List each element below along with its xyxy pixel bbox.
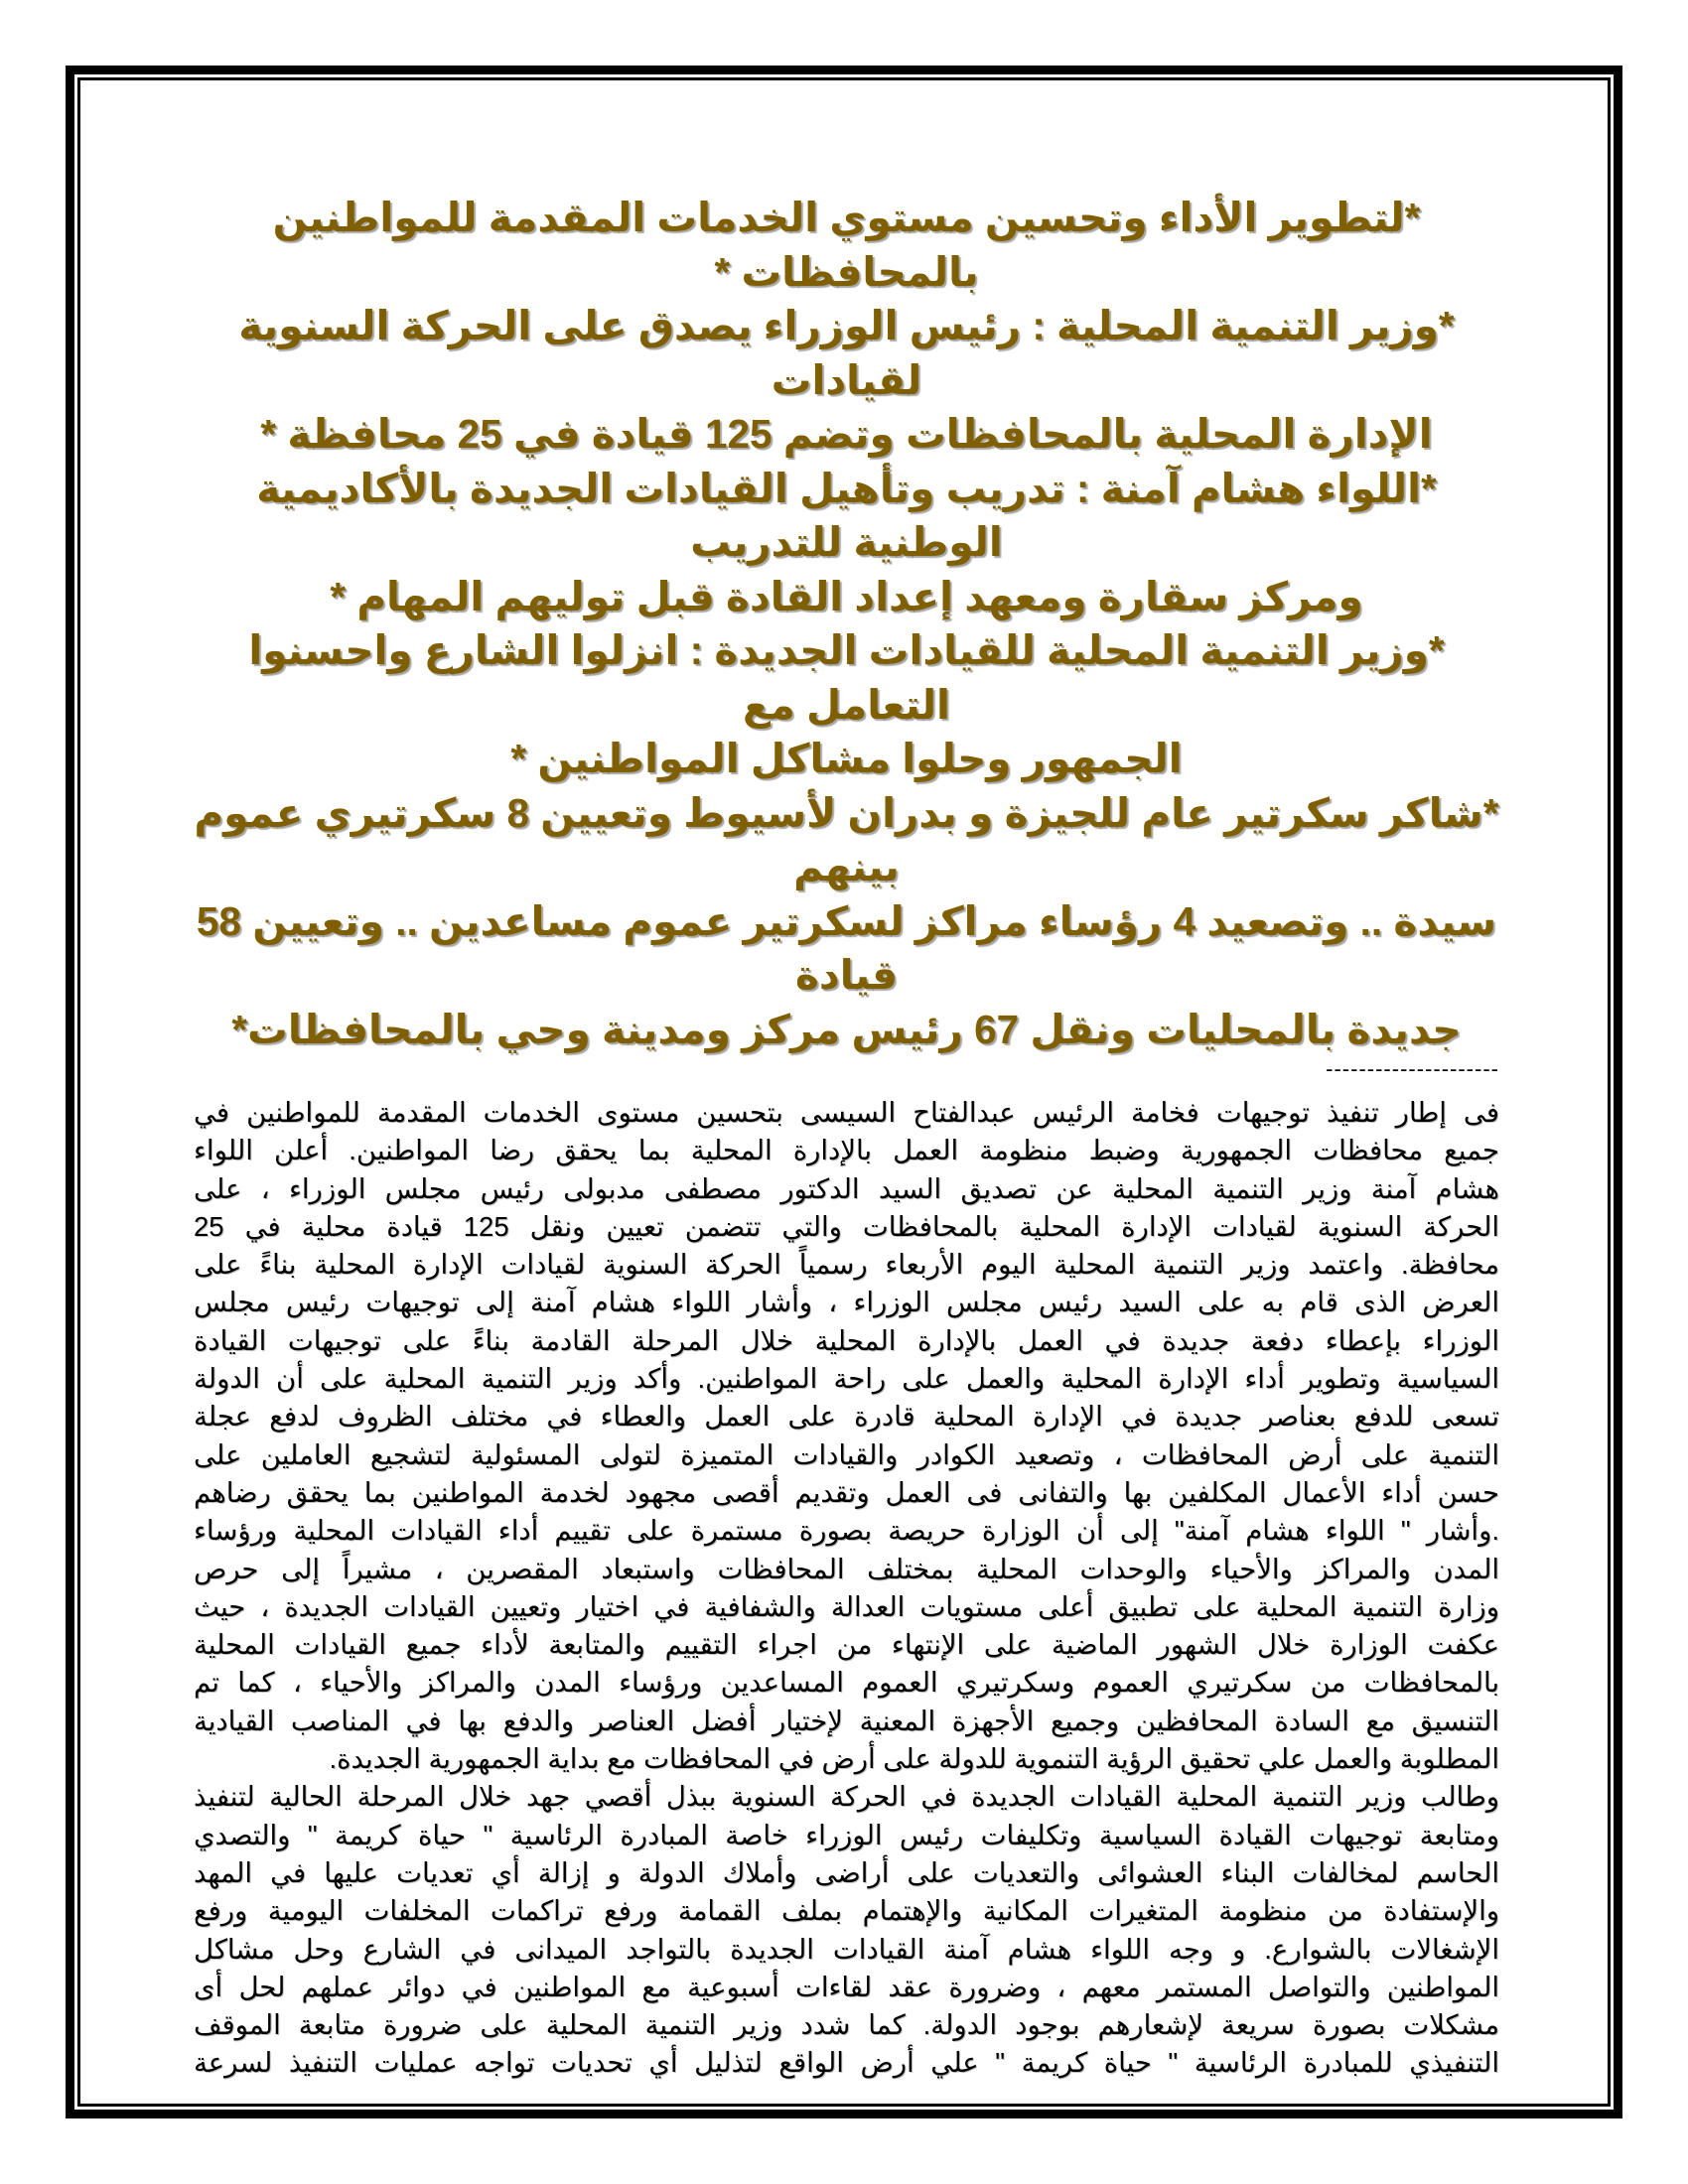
headline-line: جديدة بالمحليات ونقل 67 رئيس مركز ومدينة وحي بالمحافظات* [231, 1006, 1462, 1052]
body-line: عكفت الوزارة خلال الشهور الماضية على الإنتهاء من اجراء التقييم والمتابعة لأداء جميع القيادات المحلية [194, 1629, 1499, 1661]
headline-line: ومركز سقارة ومعهد إعداد القادة قبل توليهم المهام * [330, 573, 1363, 619]
body-line: المدن والمراكز والأحياء والوحدات المحلية بمختلف المحافظات واستبعاد المقصرين ، مشيراً إلى حرص [194, 1553, 1499, 1584]
body-line: العرض الذى قام به على السيد رئيس مجلس الوزراء ، وأشار اللواء هشام آمنة إلى توجيهات رئيس مجلس [194, 1287, 1499, 1318]
body-line: الوزراء بإعطاء دفعة جديدة في العمل بالإدارة المحلية خلال المرحلة القادمة بناءً على توجيهات القيادة [194, 1324, 1499, 1356]
headline-line: *وزير التنمية المحلية : رئيس الوزراء يصدق على الحركة السنوية لقيادات [238, 303, 1455, 403]
article-body [194, 1094, 1499, 2083]
body-line: والإستفادة من منظومة المتغيرات المكانية والإهتمام بملف القمامة ورفع تراكمات المخلفات اليومية ورفع [194, 1895, 1499, 1927]
body-line: ومتابعة توجيهات القيادة السياسية وتكليفات رئيس الوزراء خاصة المبادرة الرئاسية " حياة كريمة " والتصدي [194, 1819, 1499, 1850]
headline-line: سيدة .. وتصعيد 4 رؤساء مراكز لسكرتير عموم مساعدين .. وتعيين 58 قيادة [196, 897, 1497, 998]
body-line: الإشغالات بالشوارع. و وجه اللواء هشام آمنة القيادات الجديدة بالتواجد الميدانى في الشارع وحل مشاكل [194, 1933, 1499, 1965]
body-line: جميع محافظات الجمهورية وضبط منظومة العمل بالإدارة المحلية بما يحقق رضا المواطنين. أعلن اللواء [194, 1135, 1499, 1166]
body-line: التنفيذي للمبادرة الرئاسية " حياة كريمة " علي أرض الواقع لتذليل أي تحديات تواجه عمليات التنفيذ لسرعة [194, 2047, 1499, 2079]
separator-dashes: --------------------- [1326, 1056, 1499, 1081]
body-line: الحاسم لمخالفات البناء العشوائى والتعديات على أراضى وأملاك الدولة و إزالة أي تعديات عليها في المهد [194, 1856, 1499, 1888]
body-line: التنسيق مع السادة المحافظين وجميع الأجهزة المعنية لإختيار أفضل العناصر والدفع بها في المناصب القيادية [194, 1705, 1499, 1736]
document-content [194, 191, 1499, 2083]
headline-block [194, 191, 1499, 1056]
body-line: المطلوبة والعمل علي تحقيق الرؤية التنموية للدولة على أرض في المحافظات مع بداية الجمهورية الجديدة. [329, 1743, 1499, 1775]
headline-line: الإدارة المحلية بالمحافظات وتضم 125 قيادة في 25 محافظة * [260, 411, 1433, 457]
body-line: وطالب وزير التنمية المحلية القيادات الجديدة في الحركة السنوية ببذل أقصي جهد خلال المرحلة الحالية لتنفيذ [194, 1781, 1499, 1813]
body-line: فى إطار تنفيذ توجيهات فخامة الرئيس عبدالفتاح السيسى بتحسين مستوى الخدمات المقدمة للمواطنين في [194, 1097, 1499, 1128]
separator-line [194, 1058, 1499, 1088]
body-line: الحركة السنوية لقيادات الإدارة المحلية بالمحافظات والتي تتضمن تعيين ونقل 125 قيادة محلية في 25 [194, 1210, 1500, 1242]
body-line: حسن أداء الأعمال المكلفين بها والتفانى فى العمل وتقديم أقصى مجهود لخدمة المواطنين بما يحقق رضاهم [194, 1476, 1499, 1508]
body-line: السياسية وتطوير أداء الإدارة المحلية والعمل على راحة المواطنين. وأكد وزير التنمية المحلية على أن الدولة [194, 1363, 1499, 1395]
body-line: المواطنين والتواصل المستمر معهم ، وضرورة عقد لقاءات أسبوعية مع المواطنين في دوائر عملهم لحل أى [194, 1971, 1499, 2002]
body-line: التنمية على أرض المحافظات ، وتصعيد الكوادر والقيادات المتميزة لتولى المسئولية لتشجيع العاملين على [194, 1438, 1499, 1470]
headline-line: الجمهور وحلوا مشاكل المواطنين * [510, 736, 1183, 781]
headline-line: *اللواء هشام آمنة : تدريب وتأهيل القيادات الجديدة بالأكاديمية الوطنية للتدريب [256, 465, 1437, 565]
body-line: مشكلات بصورة سريعة لإشعارهم بوجود الدولة. كما شدد وزير التنمية المحلية على ضرورة متابعة الموقف [194, 2009, 1499, 2041]
body-line: .وأشار " اللواء هشام آمنة" إلى أن الوزارة حريصة بصورة مستمرة على تقييم أداء القيادات المحلية ورؤساء [194, 1515, 1499, 1547]
body-line: محافظة. واعتمد وزير التنمية المحلية اليوم الأربعاء رسمياً الحركة السنوية لقيادات الإدارة المحلية بناءً على [194, 1249, 1499, 1281]
body-line: تسعى للدفع بعناصر جديدة في الإدارة المحلية قادرة على العمل والعطاء في مختلف الظروف لدفع عجلة [194, 1401, 1499, 1433]
headline-line: *وزير التنمية المحلية للقيادات الجديدة : انزلوا الشارع واحسنوا التعامل مع [248, 627, 1445, 728]
body-line: بالمحافظات من سكرتيري العموم وسكرتيري العموم المساعدين ورؤساء المدن والمراكز والأحياء ، كما تم [194, 1667, 1499, 1699]
headline-line: *لتطوير الأداء وتحسين مستوي الخدمات المقدمة للمواطنين بالمحافظات * [272, 195, 1421, 295]
body-line: هشام آمنة وزير التنمية المحلية عن تصديق السيد الدكتور مصطفى مدبولى رئيس مجلس الوزراء ، على [194, 1172, 1499, 1204]
headline-line: *شاكر سكرتير عام للجيزة و بدران لأسيوط وتعيين 8 سكرتيري عموم بينهم [194, 789, 1499, 889]
body-line: وزارة التنمية المحلية على تطبيق أعلى مستويات العدالة والشفافية في اختيار وتعيين القيادات الجديدة ، حيث [194, 1590, 1499, 1622]
